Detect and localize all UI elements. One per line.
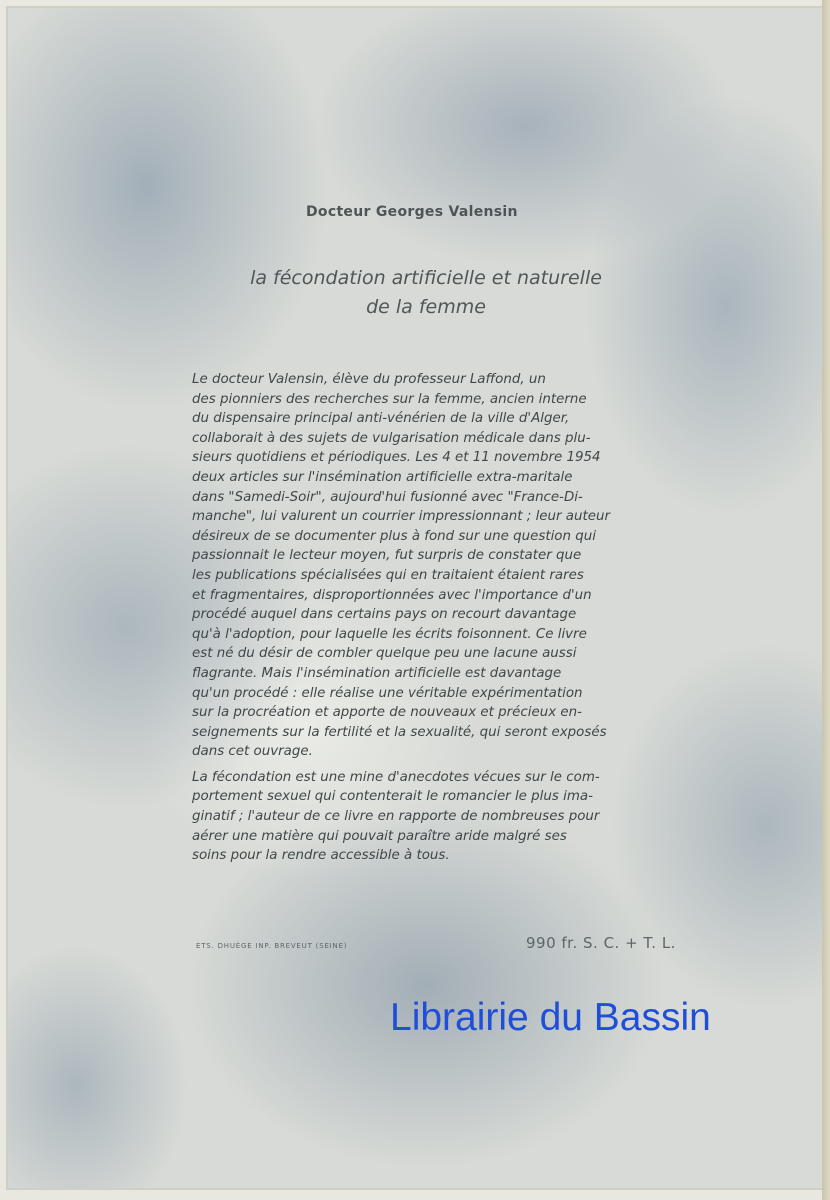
blurb-line: qu'un procédé : elle réalise une véritable expérimentation: [192, 685, 583, 701]
blurb-line: passionnait le lecteur moyen, fut surpris de constater que: [192, 548, 582, 564]
blurb: [192, 370, 686, 866]
title-line-1: la fécondation artificielle et naturelle: [250, 267, 602, 289]
blurb-line: manche", lui valurent un courrier impressionnant ; leur auteur: [192, 509, 610, 525]
blurb-line: les publications spécialisées qui en traitaient étaient rares: [192, 567, 584, 583]
blurb-line: flagrante. Mais l'insémination artificielle est davantage: [192, 665, 562, 681]
blurb-line: deux articles sur l'insémination artificielle extra-maritale: [192, 469, 573, 485]
blurb-line: La fécondation est une mine d'anecdotes vécues sur le com-: [192, 769, 600, 785]
blurb-line: soins pour la rendre accessible à tous.: [192, 848, 450, 864]
blurb-line: Le docteur Valensin, élève du professeur Laffond, un: [192, 372, 546, 387]
author-name: Docteur Georges Valensin: [306, 204, 518, 220]
blurb-line: des pionniers des recherches sur la femme, ancien interne: [192, 391, 587, 407]
blurb-line: est né du désir de combler quelque peu une lacune aussi: [192, 646, 577, 662]
book-title: [156, 264, 696, 322]
blurb-line: portement sexuel qui contenterait le romancier le plus ima-: [192, 789, 593, 805]
blurb-line: qu'à l'adoption, pour laquelle les écrits foisonnent. Ce livre: [192, 626, 587, 642]
bookseller-watermark: Librairie du Bassin: [390, 996, 711, 1039]
blurb-paragraph-1: [192, 370, 686, 762]
blurb-line: dans cet ouvrage.: [192, 744, 313, 760]
spine-edge: [822, 0, 830, 1200]
blurb-line: aérer une matière qui pouvait paraître aride malgré ses: [192, 828, 567, 844]
blurb-line: désireux de se documenter plus à fond sur une question qui: [192, 528, 596, 544]
blurb-line: seignements sur la fertilité et la sexualité, qui seront exposés: [192, 724, 607, 740]
price-label: 990 fr. S. C. + T. L.: [526, 934, 676, 952]
blurb-line: du dispensaire principal anti-vénérien de la ville d'Alger,: [192, 411, 570, 427]
blurb-paragraph-2: [192, 768, 686, 866]
blurb-line: sur la procréation et apporte de nouveaux et précieux en-: [192, 705, 582, 721]
blurb-line: ginatif ; l'auteur de ce livre en rapporte de nombreuses pour: [192, 809, 600, 825]
blurb-line: sieurs quotidiens et périodiques. Les 4 et 11 novembre 1954: [192, 450, 601, 466]
title-line-2: de la femme: [366, 296, 486, 318]
blurb-line: et fragmentaires, disproportionnées avec l'importance d'un: [192, 587, 592, 603]
blurb-line: procédé auquel dans certains pays on recourt davantage: [192, 607, 577, 623]
printer-imprint: ETS. DHUÈGE INP. BREVEUT (SEINE): [196, 942, 348, 950]
blurb-line: collaborait à des sujets de vulgarisation médicale dans plu-: [192, 430, 591, 446]
blurb-line: dans "Samedi-Soir", aujourd'hui fusionné avec "France-Di-: [192, 489, 583, 505]
